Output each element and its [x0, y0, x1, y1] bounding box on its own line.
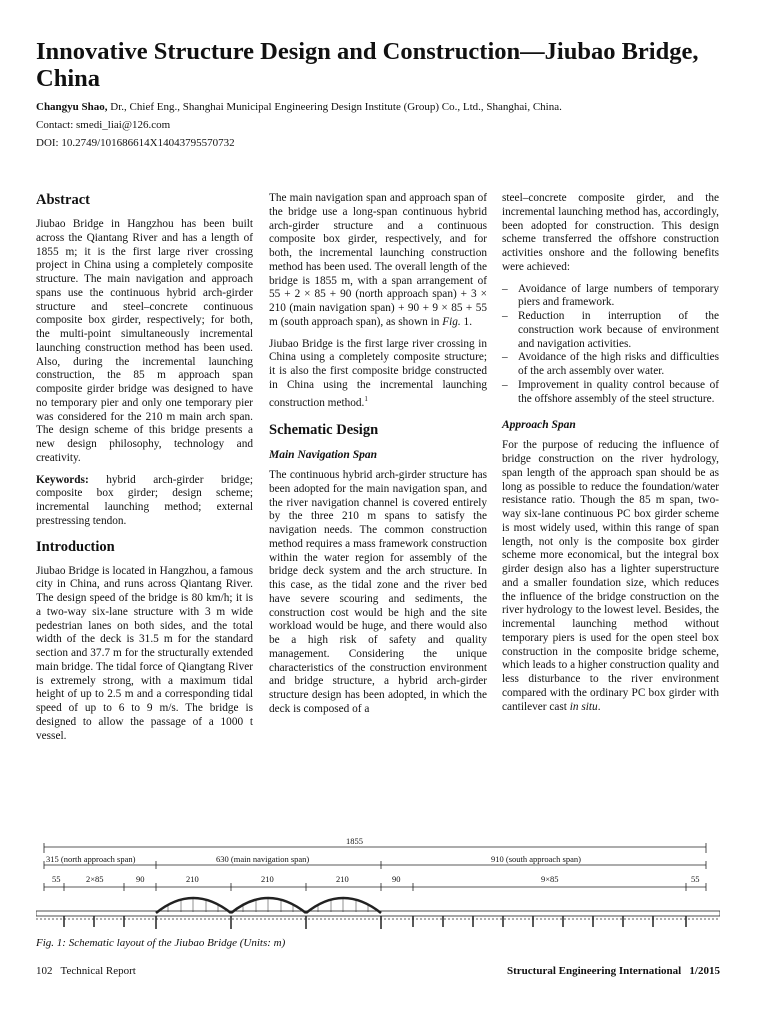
keywords-list: hybrid arch-girder bridge; composite box girder; design scheme; incremental launching method; external prestressing tendon. — [36, 473, 253, 527]
approach-text-end: . — [597, 700, 601, 713]
introduction-text: Jiubao Bridge is located in Hangzhou, a famous city in China, and runs across Qiantang River. The design speed of the bridge is 80 km/h; it is a two-way six-lane structure with 3 m wide pedestrian lanes on both sides, and the total width of the deck is 31.5 m for the standard section and 37.7 m for the structurally extended main bridge. The tidal force of Qiangtang River is extremely strong, with a maximum tidal height of up to 2.5 m and a corresponding tidal speed of up to 6 to 9 m/s. The bridge is designed to allow the passage of a 1000 t vessel. — [36, 564, 253, 742]
bridge-piers — [64, 916, 686, 929]
author-name: Changyu Shao, — [36, 101, 108, 113]
column-3 — [502, 192, 719, 722]
page-footer-right: Structural Engineering International 1/2015 — [507, 965, 720, 977]
approach-span-heading: Approach Span — [502, 419, 576, 432]
column-1 — [36, 192, 253, 751]
paper-title: Innovative Structure Design and Construction—Jiubao Bridge, China — [36, 38, 699, 92]
introduction-heading: Introduction — [36, 538, 115, 555]
main-navigation-heading: Main Navigation Span — [269, 449, 377, 462]
main-navigation-text: The continuous hybrid arch-girder structure has been adopted for the main navigation span, and the river navigation channel is covered entirely by the three 210 m spans to satisfy the navigation needs. The common construction method requires a mass framework construction within the water region for assembly of the bridge deck system and the arch structure. In this case, as the tidal zone and the river bed have severe scouring and sediments, the construction cost would be high and the site workload would be huge, and there would also be a high risk of safety and quality management. Considering the unique characteristics of the construction environment and bridge structure, a hybrid arch-girder structure design has been adopted, in which the deck is composed of a — [269, 469, 487, 715]
column-2 — [269, 192, 487, 725]
incremental-paragraph: steel–concrete composite girder, and the incremental launching method has, accordingly, been adopted for construction. This design scheme transferred the offshore construction activities onshore and the following benefits were achieved: — [502, 192, 719, 273]
author-line — [36, 100, 562, 114]
approach-text: For the purpose of reducing the influence of bridge construction on the river hydrology, span length of the approach span should be as long as possible to reduce the foundation/water resistance ratio. Though the 85 m span, two-way six-lane continuous PC box girder scheme is most widely used, within this range of span length, not only is the composite box girder scheme more economical, but the integral box girder design also has a lighter superstructure and a smaller foundation size, which reduces the influence of the bridge construction on the river hydrology to the lowest level. Besides, the incremental launching method without temporary piers is used for the open steel box construction in the composite bridge scheme, which leads to a higher construction quality and less disturbance to the river environment compared with the ordinary PC box girder with cantilever cast — [502, 439, 719, 713]
page-footer-left: 102 Technical Report — [36, 965, 136, 977]
benefits-list — [502, 283, 719, 407]
list-item: – Improvement in quality control because of the offshore assembly of the steel structure. — [502, 379, 719, 407]
overview-paragraph — [269, 192, 487, 330]
bridge-schematic-figure — [36, 835, 720, 935]
segment-label: 910 (south approach span) — [491, 854, 581, 864]
author-affiliation: Dr., Chief Eng., Shanghai Municipal Engineering Design Institute (Group) Co., Ltd., Shanghai, China. — [107, 101, 562, 113]
list-item: – Reduction in interruption of the construction work because of environment and navigation activities. — [502, 310, 719, 351]
arch-hangers — [168, 899, 368, 912]
abstract-text: Jiubao Bridge in Hangzhou has been built across the Qiantang River and has a length of 1855 m; it is the first large river crossing project in China using a completely composite structure. The main navigation and approach spans use the continuous hybrid arch-girder structure and steel–concrete continuous composite box girder, respectively; for both, the multi-point simultaneously incremental launching construction method has been used. Also, during the incremental launching construction, the 85 m approach span composite girder bridge was designed to have no temporary pier and only one temporary pier was considered for the 210 m main arch span. The design scheme of this bridge presents a new design philosophy, technology and creativity. — [36, 218, 253, 464]
span-label: 210 — [261, 874, 274, 884]
schematic-design-heading: Schematic Design — [269, 422, 379, 439]
overview-text-end: 1. — [460, 315, 473, 328]
span-label: 55 — [52, 874, 61, 884]
span-label: 55 — [691, 874, 700, 884]
first-composite-paragraph — [269, 338, 487, 411]
overview-text: The main navigation span and approach span of the bridge use a long-span continuous hybrid arch-girder structure and a continuous composite box girder, respectively, and for both, the incremental launching construction method has been used. The overall length of the bridge is 1855 m, with a span arrangement of 55 + 2 × 85 + 90 (north approach span) + 3 × 210 (main navigation span) + 90 + 9 × 85 + 55 m (south approach span), as shown in — [269, 192, 487, 328]
doi-line: DOI: 10.2749/101686614X14043795570732 — [36, 137, 235, 149]
span-label: 9×85 — [541, 874, 559, 884]
first-composite-text: Jiubao Bridge is the first large river crossing in China using a completely composite structure; it is also the first composite bridge constructed in China using the incremental launching construction method. — [269, 337, 487, 409]
fig-ref[interactable]: Fig. — [442, 315, 461, 328]
approach-span-text — [502, 439, 719, 714]
span-label: 90 — [136, 874, 145, 884]
footnote-ref[interactable]: 1 — [364, 394, 368, 403]
list-item: – Avoidance of the high risks and difficulties of the arch assembly over water. — [502, 351, 719, 379]
figure-caption: Fig. 1: Schematic layout of the Jiubao Bridge (Units: m) — [36, 937, 286, 949]
abstract-heading: Abstract — [36, 192, 90, 208]
keywords — [36, 474, 253, 529]
span-label: 2×85 — [86, 874, 104, 884]
segment-label: 315 (north approach span) — [46, 854, 136, 864]
segment-label: 630 (main navigation span) — [216, 854, 310, 864]
approach-text-italic: in situ — [569, 700, 598, 713]
span-label: 90 — [392, 874, 401, 884]
span-label: 210 — [186, 874, 199, 884]
total-length-label: 1855 — [346, 836, 363, 846]
contact-line: Contact: smedi_liai@126.com — [36, 119, 171, 131]
list-item: – Avoidance of large numbers of temporary piers and framework. — [502, 283, 719, 311]
keywords-label: Keywords: — [36, 473, 89, 486]
span-label: 210 — [336, 874, 349, 884]
